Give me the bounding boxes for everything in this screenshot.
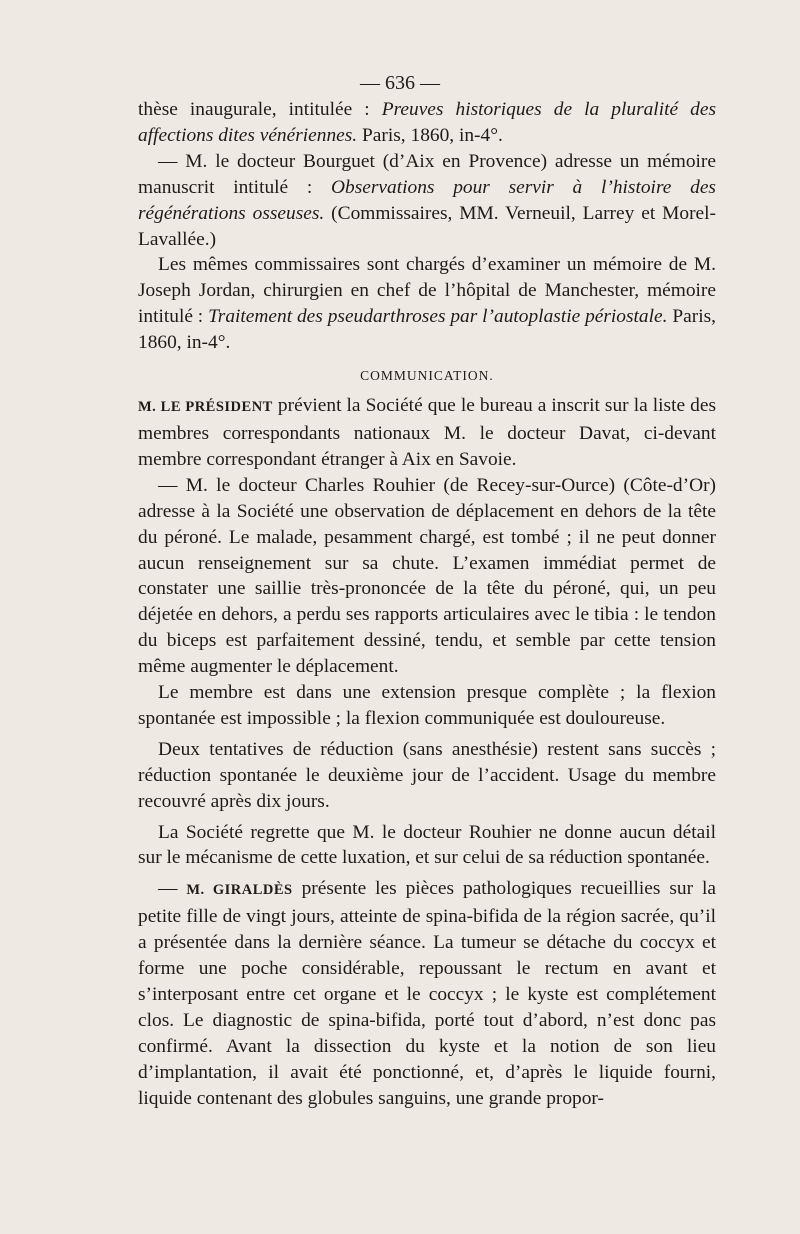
work-title: Observations pour servir à l’histoire des régénérations osseuses. (138, 176, 716, 224)
paragraph-text: (Commissaires, MM. Verneuil, Larrey et Morel-Lavallée.) (138, 202, 716, 250)
paragraph-text: thèse inaugurale, intitulée : (138, 99, 382, 120)
paragraph-these (138, 97, 716, 149)
page-number: — 636 — (360, 72, 440, 94)
paragraph-text: — M. le docteur Bourguet (d’Aix en Provence) adresse un mémoire manuscrit intitulé : (138, 150, 716, 198)
paragraph-text: présente les pièces pathologiques recueillies sur la petite fille de vingt jours, atteinte de spina-bifida de la région sacrée, qu’il a présentée dans la dernière séance. La tumeur se détache du coccyx et forme une poche considérable, repoussant le rectum en avant et s’interposant entre cet organe et le coccyx ; le kyste est complétement clos. Le diagnostic de spina-bifida, porté tout d’abord, n’est donc pas confirmé. Avant la dissection du kyste et la notion de son lieu d’implantation, il avait été ponctionné, et, d’après le liquide fourni, liquide contenant des globules sanguins, une grande propor- (138, 878, 716, 1109)
speaker-name: M. GIRALDÈS (186, 882, 293, 899)
paragraph-tentatives: Deux tentatives de réduction (sans anesthésie) restent sans succès ; réduction spontanée le deuxième jour de l’accident. Usage du membre recouvré après dix jours. (138, 738, 716, 812)
dash: — (158, 878, 187, 900)
paragraph-giraldes (138, 876, 716, 1111)
section-heading: COMMUNICATION. (360, 368, 494, 384)
page-body (138, 97, 716, 1112)
paragraph-text: prévient la Société que le bureau a inscrit sur la liste des membres correspondants nationaux M. le docteur Davat, ci-devant membre correspondant étranger à Aix en Savoie. (138, 395, 716, 470)
paragraph-text: Paris, 1860, in-4°. (138, 306, 716, 354)
paragraph-text: Paris, 1860, in-4°. (357, 124, 503, 146)
paragraph-rouhier: — M. le docteur Charles Rouhier (de Recey-sur-Ource) (Côte-d’Or) adresse à la Société une observation de déplacement en dehors de la tête du péroné. Le malade, pesamment chargé, est tombé ; il ne peut donner aucun renseignement sur sa chute. L’examen immédiat permet de constater une saillie très-prononcée de la tête du péroné, qui, un peu déjetée en dehors, a perdu ses rapports articulaires avec le tibia : le tendon du biceps est parfaitement dessiné, tendu, et semble par cette tension même augmenter le déplacement. (138, 474, 716, 678)
work-title: Preuves historiques de la pluralité des affections dites vénériennes. (138, 99, 716, 146)
speaker-name: M. LE PRÉSIDENT (138, 399, 273, 416)
paragraph-text: Les mêmes commissaires sont chargés d’examiner un mémoire de M. Joseph Jordan, chirurgien en chef de l’hôpital de Manchester, mémoire intitulé : (138, 254, 716, 328)
paragraph-jordan (138, 252, 716, 356)
paragraph-regrette: La Société regrette que M. le docteur Rouhier ne donne aucun détail sur le mécanisme de cette luxation, et sur celui de sa réduction spontanée. (138, 821, 716, 869)
paragraph-bourguet (138, 149, 716, 253)
paragraph-membre: Le membre est dans une extension presque complète ; la flexion spontanée est impossible ; la flexion communiquée est douloureuse. (138, 682, 716, 729)
work-title: Traitement des pseudarthroses par l’autoplastie périostale. (208, 306, 668, 328)
paragraph-president (138, 393, 716, 473)
